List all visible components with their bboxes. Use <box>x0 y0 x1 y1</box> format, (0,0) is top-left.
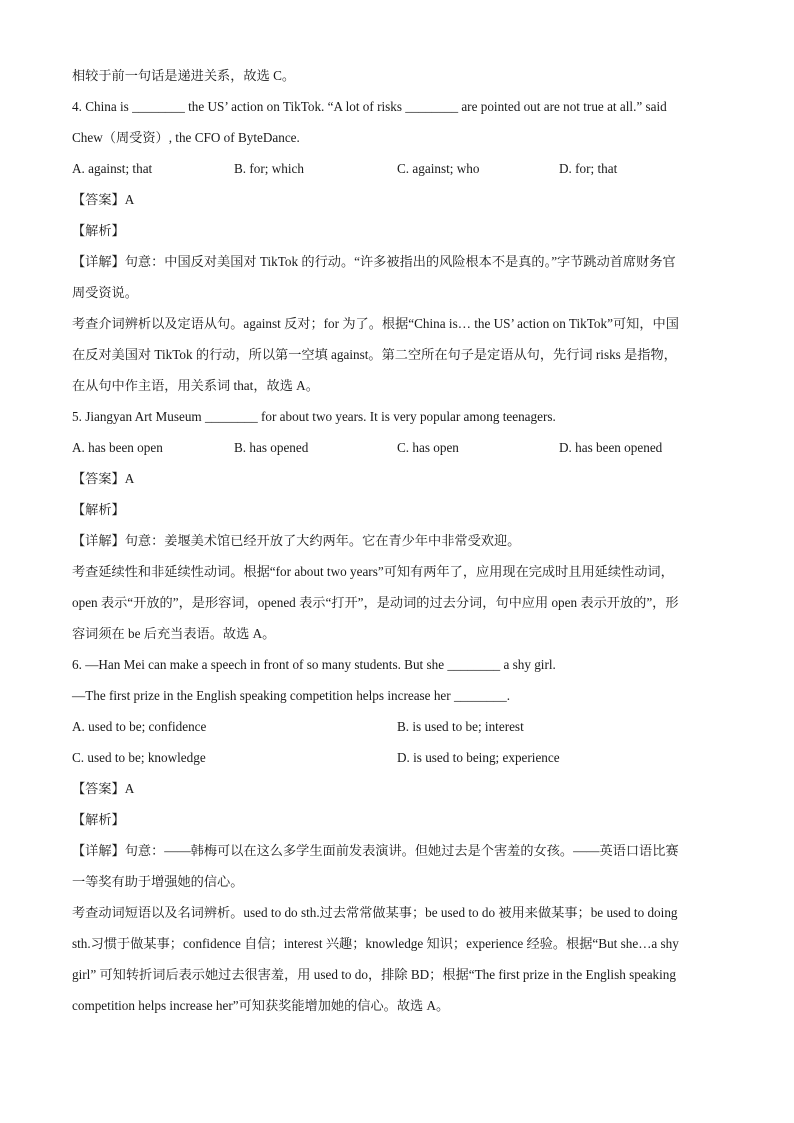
q4-option-c: C. against; who <box>397 161 480 176</box>
q6-answer: 【答案】A <box>72 781 135 796</box>
q5-explanation-line1: 考查延续性和非延续性动词。根据“for about two years”可知有两年了，应用现在完成时且用延续性动词， <box>72 564 674 579</box>
q4-detail-line2: 周受资说。 <box>72 285 138 300</box>
q6-option-d: D. is used to being; experience <box>397 750 560 765</box>
q5-explanation-line2: open 表示“开放的”，是形容词，opened 表示“打开”，是动词的过去分词，句中应用 open 表示开放的”，形 <box>72 595 679 610</box>
q4-stem-line1: 4. China is ________ the US’ action on TikTok. “A lot of risks ________ are pointed out are not true at all.” said <box>72 99 667 114</box>
q4-explanation-line1: 考查介词辨析以及定语从句。against 反对；for 为了。根据“China is… the US’ action on TikTok”可知，中国 <box>72 316 679 331</box>
q6-explanation-line1: 考查动词短语以及名词辨析。used to do sth.过去常常做某事；be used to do 被用来做某事；be used to doing <box>72 905 678 920</box>
previous-explanation-tail: 相较于前一句话是递进关系，故选 C。 <box>72 68 296 83</box>
q6-option-a: A. used to be; confidence <box>72 719 207 734</box>
q6-explanation-line3: girl” 可知转折词后表示她过去很害羞，用 used to do，排除 BD；根据“The first prize in the English speaking <box>72 967 676 982</box>
q4-option-b: B. for; which <box>234 161 304 176</box>
q4-stem-line2: Chew（周受资）, the CFO of ByteDance. <box>72 130 300 145</box>
q6-explanation-line2: sth.习惯于做某事；confidence 自信；interest 兴趣；knowledge 知识；experience 经验。根据“But she…a shy <box>72 936 679 951</box>
q6-analysis-heading: 【解析】 <box>72 812 125 827</box>
q5-answer: 【答案】A <box>72 471 135 486</box>
q6-option-c: C. used to be; knowledge <box>72 750 206 765</box>
q6-stem-line2: —The first prize in the English speaking competition helps increase her ________. <box>72 688 511 703</box>
q5-stem: 5. Jiangyan Art Museum ________ for about two years. It is very popular among teenagers. <box>72 409 556 424</box>
q6-explanation-line4: competition helps increase her”可知获奖能增加她的信心。故选 A。 <box>72 998 450 1013</box>
q5-detail-line1: 【详解】句意：姜堰美术馆已经开放了大约两年。它在青少年中非常受欢迎。 <box>72 533 521 548</box>
q4-options <box>72 153 724 184</box>
q5-options <box>72 432 724 463</box>
q5-analysis-heading: 【解析】 <box>72 502 125 517</box>
q4-option-d: D. for; that <box>559 161 618 176</box>
q6-detail-line2: 一等奖有助于增强她的信心。 <box>72 874 244 889</box>
q5-option-a: A. has been open <box>72 440 163 455</box>
q5-option-b: B. has opened <box>234 440 309 455</box>
q5-explanation-line3: 容词须在 be 后充当表语。故选 A。 <box>72 626 276 641</box>
q6-options-row1 <box>72 711 724 742</box>
q4-explanation-line3: 在从句中作主语，用关系词 that，故选 A。 <box>72 378 319 393</box>
document-page <box>72 60 724 1021</box>
q6-options-row2 <box>72 742 724 773</box>
q5-option-c: C. has open <box>397 440 459 455</box>
q6-stem-line1: 6. —Han Mei can make a speech in front of so many students. But she ________ a shy girl. <box>72 657 556 672</box>
q4-option-a: A. against; that <box>72 161 153 176</box>
q4-detail-line1: 【详解】句意：中国反对美国对 TikTok 的行动。“许多被指出的风险根本不是真的。”字节跳动首席财务官 <box>72 254 676 269</box>
q6-option-b: B. is used to be; interest <box>397 719 524 734</box>
q4-answer: 【答案】A <box>72 192 135 207</box>
q4-explanation-line2: 在反对美国对 TikTok 的行动，所以第一空填 against。第二空所在句子是定语从句，先行词 risks 是指物， <box>72 347 677 362</box>
q6-detail-line1: 【详解】句意：——韩梅可以在这么多学生面前发表演讲。但她过去是个害羞的女孩。——英语口语比赛 <box>72 843 679 858</box>
q5-option-d: D. has been opened <box>559 440 663 455</box>
q4-analysis-heading: 【解析】 <box>72 223 125 238</box>
